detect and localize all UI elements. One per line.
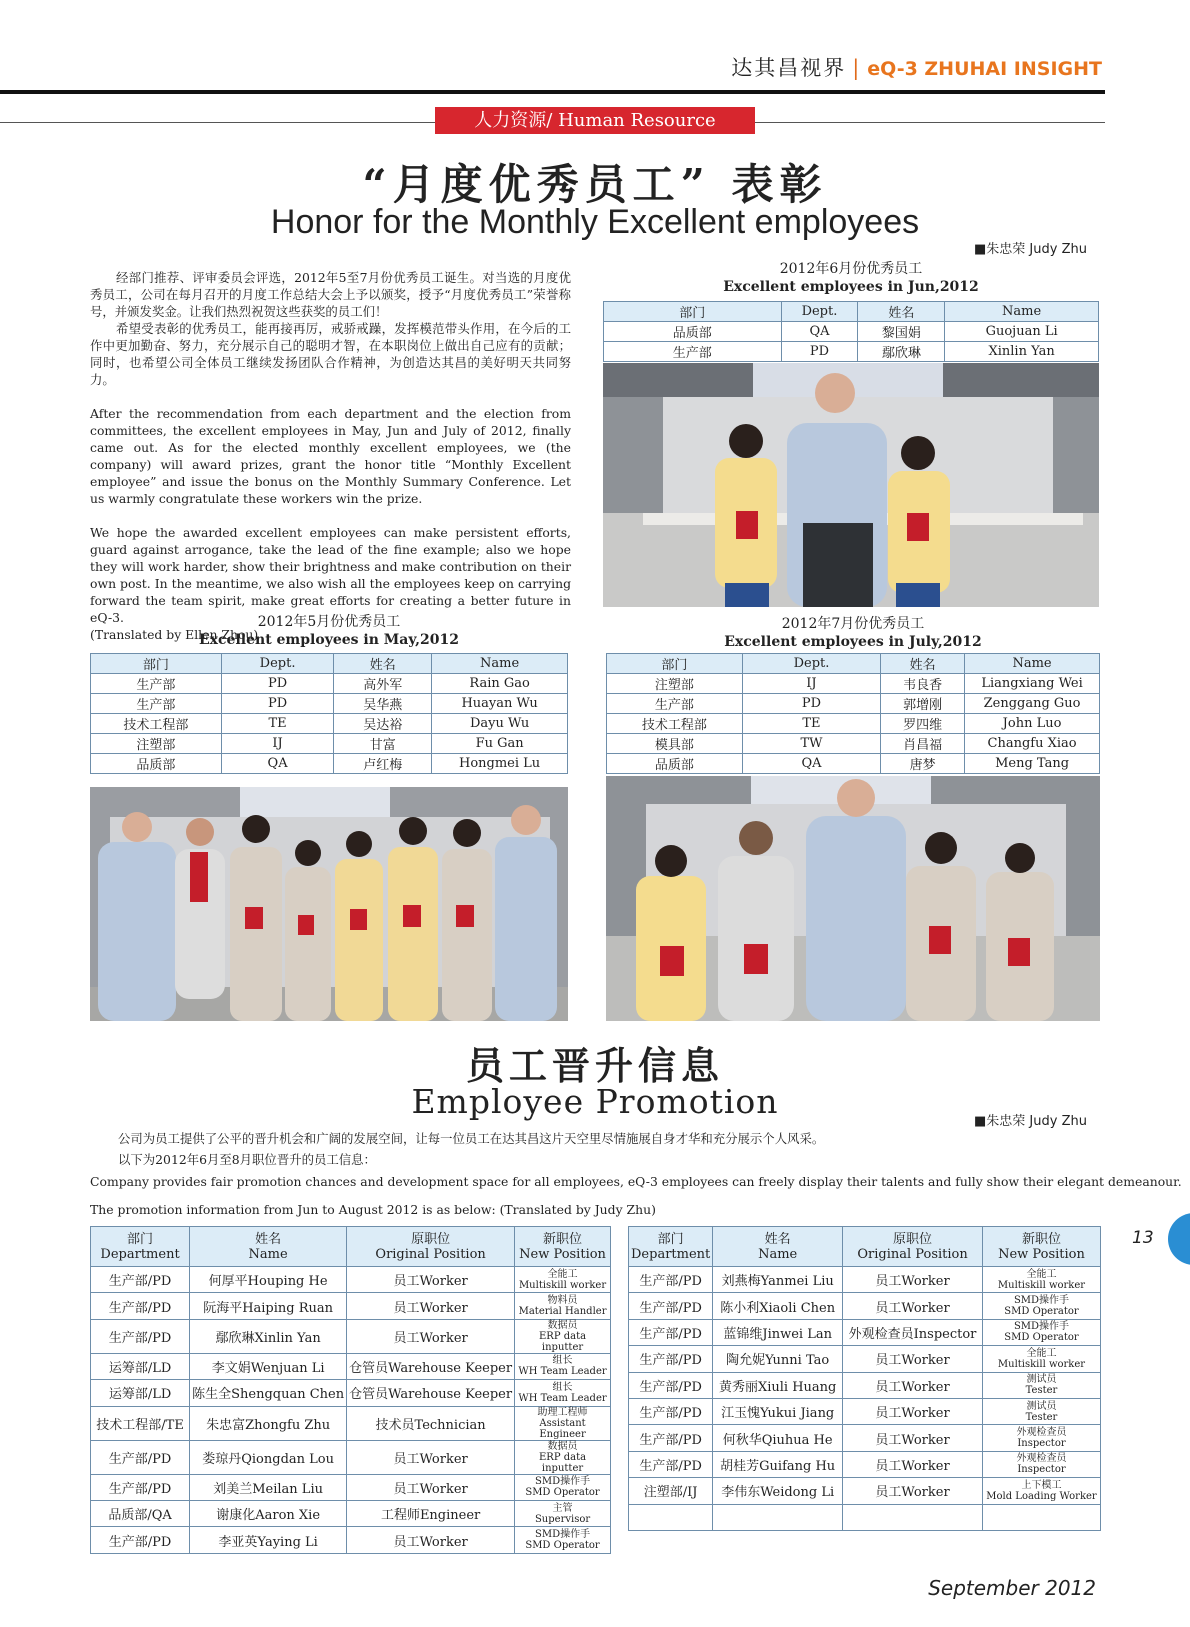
promotion-table-left bbox=[90, 1226, 611, 1554]
new-position-en: Mold Loading Worker bbox=[986, 1490, 1097, 1502]
new-position-en: Multiskill worker bbox=[997, 1358, 1086, 1370]
promotion-row bbox=[91, 1380, 611, 1406]
new-position-cn: 组长 bbox=[552, 1355, 573, 1367]
magazine-name-cn: 达其昌视界 bbox=[731, 56, 847, 80]
promotion-author: ■朱忠荣 Judy Zhu bbox=[974, 1114, 1087, 1129]
table-row bbox=[604, 342, 1099, 362]
table-cell: IJ bbox=[742, 674, 881, 694]
col-name-en: Name bbox=[432, 654, 568, 674]
name-cell: 阮海平Haiping Ruan bbox=[190, 1293, 347, 1319]
original-position-cell: 员工Worker bbox=[843, 1478, 983, 1504]
table-cell: QA bbox=[742, 754, 881, 774]
table-cell: 技术工程部 bbox=[91, 714, 222, 734]
new-position-cn: 物料员 bbox=[547, 1295, 578, 1307]
name-cell: 江玉愧Yukui Jiang bbox=[713, 1398, 843, 1424]
table-cell: 注塑部 bbox=[91, 734, 222, 754]
original-position-cell: 员工Worker bbox=[843, 1372, 983, 1398]
may-caption bbox=[90, 613, 568, 649]
table-cell: 黎国娟 bbox=[858, 322, 945, 342]
table-cell: IJ bbox=[221, 734, 334, 754]
promotion-header-row bbox=[629, 1227, 1101, 1267]
new-position-cn: SMD操作手 bbox=[1013, 1295, 1070, 1307]
original-position-cell: 员工Worker bbox=[843, 1293, 983, 1319]
july-winners-photo bbox=[606, 776, 1100, 1021]
name-cell: 李伟东Weidong Li bbox=[713, 1478, 843, 1504]
department-cell: 生产部/PD bbox=[629, 1319, 713, 1345]
new-position-cell bbox=[982, 1293, 1100, 1319]
name-cell: 陈小利Xiaoli Chen bbox=[713, 1293, 843, 1319]
table-cell: 卢红梅 bbox=[334, 754, 432, 774]
july-caption bbox=[606, 615, 1100, 651]
promotion-row bbox=[91, 1267, 611, 1293]
table-cell: 注塑部 bbox=[607, 674, 743, 694]
col-new-position: 新职位 New Position bbox=[982, 1227, 1100, 1267]
col-department: 部门 Department bbox=[91, 1227, 190, 1267]
table-cell: 生产部 bbox=[604, 342, 782, 362]
new-position-cn: 助理工程师 bbox=[537, 1406, 588, 1418]
new-position-cn: 外观检查员 bbox=[1016, 1453, 1067, 1465]
table-cell: 品质部 bbox=[91, 754, 222, 774]
new-position-cn: 测试员 bbox=[1026, 1374, 1057, 1386]
department-cell: 生产部/PD bbox=[629, 1346, 713, 1372]
table-cell: 模具部 bbox=[607, 734, 743, 754]
department-cell: 生产部/PD bbox=[91, 1267, 190, 1293]
promotion-right-rows bbox=[629, 1267, 1101, 1531]
new-position-cn: 外观检查员 bbox=[1016, 1427, 1067, 1439]
magazine-header bbox=[731, 52, 1102, 82]
department-cell: 生产部/PD bbox=[629, 1398, 713, 1424]
table-row bbox=[91, 694, 568, 714]
table-cell: Huayan Wu bbox=[432, 694, 568, 714]
promotion-row bbox=[629, 1346, 1101, 1372]
table-cell: 肖昌福 bbox=[881, 734, 965, 754]
para-en-1: After the recommendation from each department and the election from committees, the excellent employees in May, Jun and July of 2012, finally came out. As for the elected monthly excellent employees, we (the company) will award prizes, grant the honor title “Monthly Excellent employee” and issue the bonus on the Monthly Summary Conference. Let us warmly congratulate these workers win the prize. bbox=[90, 406, 571, 506]
table-cell: Liangxiang Wei bbox=[965, 674, 1100, 694]
promotion-row bbox=[629, 1478, 1101, 1504]
promotion-row bbox=[629, 1372, 1101, 1398]
table-row bbox=[91, 674, 568, 694]
article-author: ■朱忠荣 Judy Zhu bbox=[974, 242, 1087, 257]
name-cell bbox=[713, 1504, 843, 1530]
table-header-row bbox=[91, 654, 568, 674]
header-rule bbox=[0, 90, 1105, 94]
name-cell: 陈生全Shengquan Chen bbox=[190, 1380, 347, 1406]
original-position-cell: 技术员Technician bbox=[347, 1406, 515, 1440]
table-cell: PD bbox=[221, 674, 334, 694]
table-cell: QA bbox=[221, 754, 334, 774]
new-position-en: SMD Operator bbox=[525, 1487, 600, 1499]
department-cell: 生产部/PD bbox=[91, 1319, 190, 1353]
july-rows bbox=[607, 674, 1100, 774]
table-cell: Meng Tang bbox=[965, 754, 1100, 774]
table-row bbox=[607, 734, 1100, 754]
may-rows bbox=[91, 674, 568, 774]
table-row bbox=[91, 754, 568, 774]
issue-date: September 2012 bbox=[928, 1576, 1096, 1600]
table-cell: QA bbox=[781, 322, 858, 342]
table-cell: 高外军 bbox=[334, 674, 432, 694]
original-position-cell: 员工Worker bbox=[347, 1527, 515, 1553]
name-cell: 鄢欣琳Xinlin Yan bbox=[190, 1319, 347, 1353]
new-position-cn: 主管 bbox=[552, 1502, 573, 1514]
article-body-en bbox=[90, 405, 571, 643]
promotion-row bbox=[91, 1440, 611, 1474]
original-position-cell: 员工Worker bbox=[347, 1293, 515, 1319]
promotion-title-cn: 员工晋升信息 bbox=[465, 1043, 724, 1088]
june-table bbox=[603, 301, 1099, 362]
promotion-row bbox=[629, 1319, 1101, 1345]
new-position-en: SMD Operator bbox=[525, 1540, 600, 1552]
name-cell: 陶允妮Yunni Tao bbox=[713, 1346, 843, 1372]
new-position-cell bbox=[515, 1353, 611, 1379]
new-position-cn: 测试员 bbox=[1026, 1400, 1057, 1412]
new-position-en: WH Team Leader bbox=[518, 1392, 607, 1404]
name-cell: 何厚平Houping He bbox=[190, 1267, 347, 1293]
article-title-en: Honor for the Monthly Excellent employees bbox=[270, 203, 920, 241]
promotion-intro-cn-1: 公司为员工提供了公平的晋升机会和广阔的发展空间，让每一位员工在达其昌这片天空里尽情施展自身才华和充分展示个人风采。 bbox=[118, 1131, 825, 1146]
new-position-cell bbox=[982, 1267, 1100, 1293]
table-cell: TE bbox=[742, 714, 881, 734]
original-position-cell: 员工Worker bbox=[347, 1474, 515, 1500]
promotion-intro-en-1: Company provides fair promotion chances and development space for all employees, eQ-3 employees can freely display their talents and fully show their elegant demeanour. bbox=[90, 1174, 1182, 1189]
new-position-cell bbox=[515, 1293, 611, 1319]
col-name-en: Name bbox=[945, 302, 1099, 322]
new-position-en: Inspector bbox=[1017, 1464, 1066, 1476]
new-position-cn: 上下模工 bbox=[1021, 1479, 1062, 1491]
department-cell: 运筹部/LD bbox=[91, 1353, 190, 1379]
original-position-cell bbox=[843, 1504, 983, 1530]
new-position-cell bbox=[982, 1425, 1100, 1451]
promotion-row bbox=[629, 1398, 1101, 1424]
original-position-cell: 员工Worker bbox=[843, 1267, 983, 1293]
table-cell: Fu Gan bbox=[432, 734, 568, 754]
june-caption-en: Excellent employees in Jun,2012 bbox=[723, 279, 979, 295]
table-cell: 甘富 bbox=[334, 734, 432, 754]
promotion-table-right bbox=[628, 1226, 1101, 1531]
table-row bbox=[91, 714, 568, 734]
new-position-cell bbox=[982, 1451, 1100, 1477]
table-header-row bbox=[607, 654, 1100, 674]
article-body-cn bbox=[90, 269, 571, 388]
col-name: 姓名 Name bbox=[190, 1227, 347, 1267]
may-table bbox=[90, 653, 568, 774]
department-cell bbox=[629, 1504, 713, 1530]
new-position-cell bbox=[515, 1440, 611, 1474]
original-position-cell: 员工Worker bbox=[843, 1398, 983, 1424]
june-caption-cn: 2012年6月份优秀员工 bbox=[779, 261, 923, 277]
col-dept-cn: 部门 bbox=[91, 654, 222, 674]
col-dept-en: Dept. bbox=[742, 654, 881, 674]
name-cell: 李亚英Yaying Li bbox=[190, 1527, 347, 1553]
department-cell: 注塑部/IJ bbox=[629, 1478, 713, 1504]
promotion-row bbox=[629, 1293, 1101, 1319]
department-cell: 生产部/PD bbox=[91, 1440, 190, 1474]
name-cell: 蓝锦维Jinwei Lan bbox=[713, 1319, 843, 1345]
new-position-cn: 数据员 bbox=[547, 1319, 578, 1331]
page-tab bbox=[1168, 1213, 1190, 1265]
para-cn-1: 经部门推荐、评审委员会评选，2012年5至7月份优秀员工诞生。对当选的月度优秀员工，公司在每月召开的月度工作总结大会上予以颁奖，授予“月度优秀员工”荣誉称号，并颁发奖金。让我们热烈祝贺这些获奖的员工们！ bbox=[90, 270, 571, 319]
new-position-cn: 全能工 bbox=[1026, 1347, 1057, 1359]
name-cell: 朱忠富Zhongfu Zhu bbox=[190, 1406, 347, 1440]
col-original-position: 原职位 Original Position bbox=[843, 1227, 983, 1267]
col-name: 姓名 Name bbox=[713, 1227, 843, 1267]
table-cell: Changfu Xiao bbox=[965, 734, 1100, 754]
name-cell: 刘燕梅Yanmei Liu bbox=[713, 1267, 843, 1293]
department-cell: 生产部/PD bbox=[629, 1372, 713, 1398]
new-position-cell bbox=[515, 1319, 611, 1353]
department-cell: 品质部/QA bbox=[91, 1500, 190, 1526]
promotion-row bbox=[91, 1293, 611, 1319]
name-cell: 李文娟Wenjuan Li bbox=[190, 1353, 347, 1379]
original-position-cell: 员工Worker bbox=[347, 1319, 515, 1353]
promotion-row bbox=[91, 1353, 611, 1379]
promotion-row bbox=[91, 1474, 611, 1500]
col-name-cn: 姓名 bbox=[334, 654, 432, 674]
new-position-en: Multiskill worker bbox=[518, 1279, 607, 1291]
col-name-cn: 姓名 bbox=[858, 302, 945, 322]
new-position-cell bbox=[515, 1380, 611, 1406]
new-position-cell bbox=[982, 1504, 1100, 1530]
table-cell: PD bbox=[781, 342, 858, 362]
table-cell: Guojuan Li bbox=[945, 322, 1099, 342]
july-table bbox=[606, 653, 1100, 774]
name-cell: 娄琼丹Qiongdan Lou bbox=[190, 1440, 347, 1474]
table-cell: 唐梦 bbox=[881, 754, 965, 774]
department-cell: 技术工程部/TE bbox=[91, 1406, 190, 1440]
promotion-left-rows bbox=[91, 1267, 611, 1554]
new-position-cell bbox=[515, 1474, 611, 1500]
name-cell: 何秋华Qiuhua He bbox=[713, 1425, 843, 1451]
new-position-en: ERP data inputter bbox=[538, 1330, 587, 1353]
new-position-en: Tester bbox=[1025, 1411, 1058, 1423]
new-position-cell bbox=[982, 1346, 1100, 1372]
new-position-en: Material Handler bbox=[518, 1306, 607, 1318]
table-cell: 生产部 bbox=[607, 694, 743, 714]
promotion-row bbox=[91, 1319, 611, 1353]
new-position-en: Assistant Engineer bbox=[539, 1417, 586, 1440]
table-header-row bbox=[604, 302, 1099, 322]
col-name-en: Name bbox=[965, 654, 1100, 674]
table-cell: 吴达裕 bbox=[334, 714, 432, 734]
table-cell: 生产部 bbox=[91, 674, 222, 694]
promotion-row bbox=[91, 1500, 611, 1526]
new-position-en: ERP data inputter bbox=[538, 1451, 587, 1474]
new-position-cell bbox=[515, 1406, 611, 1440]
table-cell: TE bbox=[221, 714, 334, 734]
original-position-cell: 员工Worker bbox=[843, 1425, 983, 1451]
translator-note: (Translated by Ellen Zhou) bbox=[90, 627, 259, 642]
table-cell: 鄢欣琳 bbox=[858, 342, 945, 362]
table-cell: 吴华燕 bbox=[334, 694, 432, 714]
new-position-cn: SMD操作手 bbox=[534, 1529, 591, 1541]
new-position-en: WH Team Leader bbox=[518, 1366, 607, 1378]
new-position-en: SMD Operator bbox=[1004, 1332, 1079, 1344]
page-number: 13 bbox=[1132, 1228, 1154, 1248]
new-position-cell bbox=[515, 1500, 611, 1526]
table-cell: 生产部 bbox=[91, 694, 222, 714]
col-name-cn: 姓名 bbox=[881, 654, 965, 674]
promotion-row bbox=[629, 1451, 1101, 1477]
promotion-row bbox=[91, 1406, 611, 1440]
promotion-title-en: Employee Promotion bbox=[411, 1082, 779, 1121]
promotion-intro-en-2: The promotion information from Jun to August 2012 is as below: (Translated by Judy Zhu) bbox=[90, 1202, 656, 1217]
magazine-name-en: eQ-3 ZHUHAI INSIGHT bbox=[867, 58, 1102, 80]
department-cell: 生产部/PD bbox=[91, 1527, 190, 1553]
table-cell: 品质部 bbox=[604, 322, 782, 342]
may-caption-en: Excellent employees in May,2012 bbox=[199, 632, 459, 648]
promotion-row bbox=[629, 1504, 1101, 1530]
table-cell: Hongmei Lu bbox=[432, 754, 568, 774]
promotion-row bbox=[629, 1267, 1101, 1293]
new-position-cell bbox=[982, 1372, 1100, 1398]
new-position-en: SMD Operator bbox=[1004, 1306, 1079, 1318]
new-position-cn: SMD操作手 bbox=[534, 1476, 591, 1488]
department-cell: 生产部/PD bbox=[629, 1267, 713, 1293]
new-position-cell bbox=[982, 1398, 1100, 1424]
table-cell: TW bbox=[742, 734, 881, 754]
original-position-cell: 仓管员Warehouse Keeper bbox=[347, 1353, 515, 1379]
department-cell: 生产部/PD bbox=[91, 1293, 190, 1319]
table-row bbox=[607, 754, 1100, 774]
original-position-cell: 工程师Engineer bbox=[347, 1500, 515, 1526]
new-position-en: Supervisor bbox=[534, 1513, 591, 1525]
header-separator: | bbox=[852, 56, 862, 80]
table-cell: Zenggang Guo bbox=[965, 694, 1100, 714]
new-position-en: Inspector bbox=[1017, 1438, 1066, 1450]
new-position-en: Multiskill worker bbox=[997, 1279, 1086, 1291]
may-caption-cn: 2012年5月份优秀员工 bbox=[257, 614, 401, 630]
table-row bbox=[607, 674, 1100, 694]
july-caption-cn: 2012年7月份优秀员工 bbox=[781, 616, 925, 632]
new-position-cn: SMD操作手 bbox=[1013, 1321, 1070, 1333]
promotion-intro-cn-2: 以下为2012年6月至8月职位晋升的员工信息： bbox=[118, 1152, 376, 1167]
para-en-2: We hope the awarded excellent employees can make persistent efforts, guard against arrogance, take the lead of the fine example; also we hope they will work harder, show their brightness and make contribution on their own post. In the meantime, we also wish all the employees keep on carrying forward the team spirit, make great efforts for creating a better future in eQ-3. bbox=[90, 525, 571, 625]
department-cell: 生产部/PD bbox=[629, 1293, 713, 1319]
new-position-cell bbox=[515, 1527, 611, 1553]
table-row bbox=[607, 714, 1100, 734]
table-cell: 技术工程部 bbox=[607, 714, 743, 734]
june-caption bbox=[603, 260, 1099, 296]
new-position-cell bbox=[982, 1478, 1100, 1504]
original-position-cell: 员工Worker bbox=[347, 1440, 515, 1474]
june-rows bbox=[604, 322, 1099, 362]
new-position-en: Tester bbox=[1025, 1385, 1058, 1397]
july-caption-en: Excellent employees in July,2012 bbox=[724, 634, 982, 650]
department-cell: 生产部/PD bbox=[91, 1474, 190, 1500]
table-cell: 品质部 bbox=[607, 754, 743, 774]
col-dept-cn: 部门 bbox=[604, 302, 782, 322]
col-dept-en: Dept. bbox=[221, 654, 334, 674]
name-cell: 刘美兰Meilan Liu bbox=[190, 1474, 347, 1500]
table-row bbox=[604, 322, 1099, 342]
col-dept-cn: 部门 bbox=[607, 654, 743, 674]
original-position-cell: 员工Worker bbox=[843, 1346, 983, 1372]
col-department: 部门 Department bbox=[629, 1227, 713, 1267]
original-position-cell: 外观检查员Inspector bbox=[843, 1319, 983, 1345]
table-cell: Xinlin Yan bbox=[945, 342, 1099, 362]
table-row bbox=[607, 694, 1100, 714]
col-new-position: 新职位 New Position bbox=[515, 1227, 611, 1267]
new-position-cn: 全能工 bbox=[547, 1268, 578, 1280]
table-cell: PD bbox=[742, 694, 881, 714]
new-position-cell bbox=[982, 1319, 1100, 1345]
table-cell: 郭增刚 bbox=[881, 694, 965, 714]
table-row bbox=[91, 734, 568, 754]
may-winners-photo bbox=[90, 787, 568, 1021]
col-dept-en: Dept. bbox=[781, 302, 858, 322]
department-cell: 生产部/PD bbox=[629, 1425, 713, 1451]
name-cell: 胡桂芳Guifang Hu bbox=[713, 1451, 843, 1477]
name-cell: 黄秀丽Xiuli Huang bbox=[713, 1372, 843, 1398]
promotion-row bbox=[629, 1425, 1101, 1451]
table-cell: John Luo bbox=[965, 714, 1100, 734]
name-cell: 谢康化Aaron Xie bbox=[190, 1500, 347, 1526]
department-cell: 运筹部/LD bbox=[91, 1380, 190, 1406]
table-cell: Rain Gao bbox=[432, 674, 568, 694]
table-cell: Dayu Wu bbox=[432, 714, 568, 734]
new-position-cn: 全能工 bbox=[1026, 1268, 1057, 1280]
section-tag: 人力资源/ Human Resource bbox=[435, 107, 755, 134]
department-cell: 生产部/PD bbox=[629, 1451, 713, 1477]
article-title-cn: “月度优秀员工” 表彰 bbox=[362, 160, 828, 209]
june-winners-photo bbox=[603, 363, 1099, 607]
para-cn-2: 希望受表彰的优秀员工，能再接再厉，戒骄戒躁，发挥模范带头作用，在今后的工作中更加勤奋、努力，充分展示自己的聪明才智，在本职岗位上做出自己应有的贡献；同时，也希望公司全体员工继续发扬团队合作精神，为创造达其昌的美好明天共同努力。 bbox=[90, 321, 571, 387]
promotion-header-row bbox=[91, 1227, 611, 1267]
new-position-cn: 数据员 bbox=[547, 1440, 578, 1452]
original-position-cell: 仓管员Warehouse Keeper bbox=[347, 1380, 515, 1406]
table-cell: PD bbox=[221, 694, 334, 714]
table-cell: 罗四维 bbox=[881, 714, 965, 734]
new-position-cell bbox=[515, 1267, 611, 1293]
new-position-cn: 组长 bbox=[552, 1381, 573, 1393]
promotion-row bbox=[91, 1527, 611, 1553]
original-position-cell: 员工Worker bbox=[843, 1451, 983, 1477]
original-position-cell: 员工Worker bbox=[347, 1267, 515, 1293]
table-cell: 韦良香 bbox=[881, 674, 965, 694]
col-original-position: 原职位 Original Position bbox=[347, 1227, 515, 1267]
